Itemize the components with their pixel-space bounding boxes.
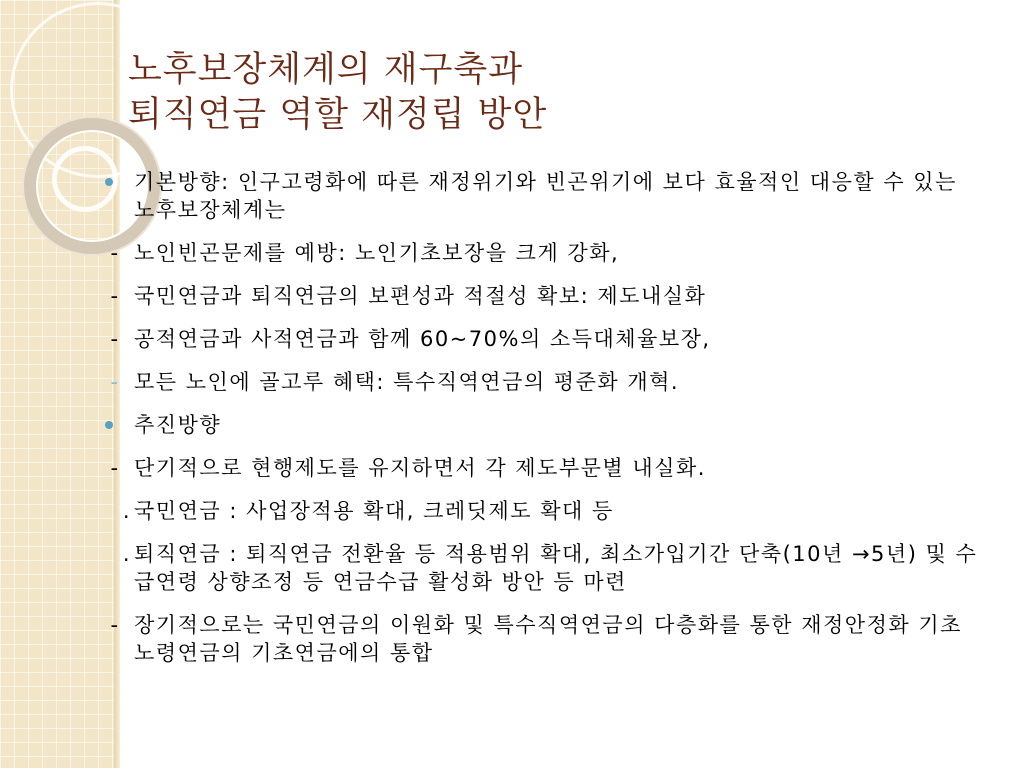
slide-body — [96, 168, 982, 682]
list-item-dash — [96, 368, 982, 396]
list-item-dash — [96, 325, 982, 353]
list-item-basic-direction — [96, 168, 982, 224]
list-item-period — [96, 497, 982, 525]
dash-marker: - — [110, 370, 120, 394]
list-item-text: 노인빈곤문제를 예방: 노인기초보장을 크게 강화, — [134, 241, 620, 265]
list-item-promotion-direction — [96, 411, 982, 439]
period-marker: . — [122, 499, 132, 523]
list-item-text: 국민연금과 퇴직연금의 보편성과 적절성 확보: 제도내실화 — [134, 284, 707, 308]
list-item-dash — [96, 282, 982, 310]
slide-title-line-1: 노후보장체계의 재구축과 — [128, 50, 524, 90]
list-item-text: 단기적으로 현행제도를 유지하면서 각 제도부문별 내실화. — [134, 456, 706, 480]
list-item-dash — [96, 239, 982, 267]
dash-marker: - — [110, 241, 120, 265]
list-item-text: 국민연금 : 사업장적용 확대, 크레딧제도 확대 등 — [134, 499, 614, 523]
dash-marker: - — [110, 456, 120, 480]
bullet-icon — [105, 421, 113, 429]
list-item-text: 추진방향 — [134, 413, 222, 437]
slide-title — [128, 48, 988, 138]
list-item-dash — [96, 454, 982, 482]
list-item-text: 퇴직연금 : 퇴직연금 전환율 등 적용범위 확대, 최소가입기간 단축(10년 →5년) 및 수급연령 상향조정 등 연금수급 활성화 방안 등 마련 — [134, 542, 978, 594]
dash-marker: - — [110, 327, 120, 351]
slide-title-line-2: 퇴직연금 역할 재정립 방안 — [128, 95, 548, 135]
list-item-dash — [96, 611, 982, 667]
list-item-text: 모든 노인에 골고루 혜택: 특수직역연금의 평준화 개혁. — [134, 370, 680, 394]
list-item-text: 장기적으로는 국민연금의 이원화 및 특수직역연금의 다층화를 통한 재정안정화 기초노령연금의 기초연금에의 통합 — [134, 613, 962, 665]
dash-marker: - — [110, 284, 120, 308]
dash-marker: - — [110, 613, 120, 637]
list-item-text: 공적연금과 사적연금과 함께 60~70%의 소득대체율보장, — [134, 327, 711, 351]
list-item-text: 기본방향: 인구고령화에 따른 재정위기와 빈곤위기에 보다 효율적인 대응할 수 있는 노후보장체계는 — [134, 170, 957, 222]
period-marker: . — [122, 542, 132, 566]
bullet-icon — [105, 178, 113, 186]
list-item-period — [96, 540, 982, 596]
